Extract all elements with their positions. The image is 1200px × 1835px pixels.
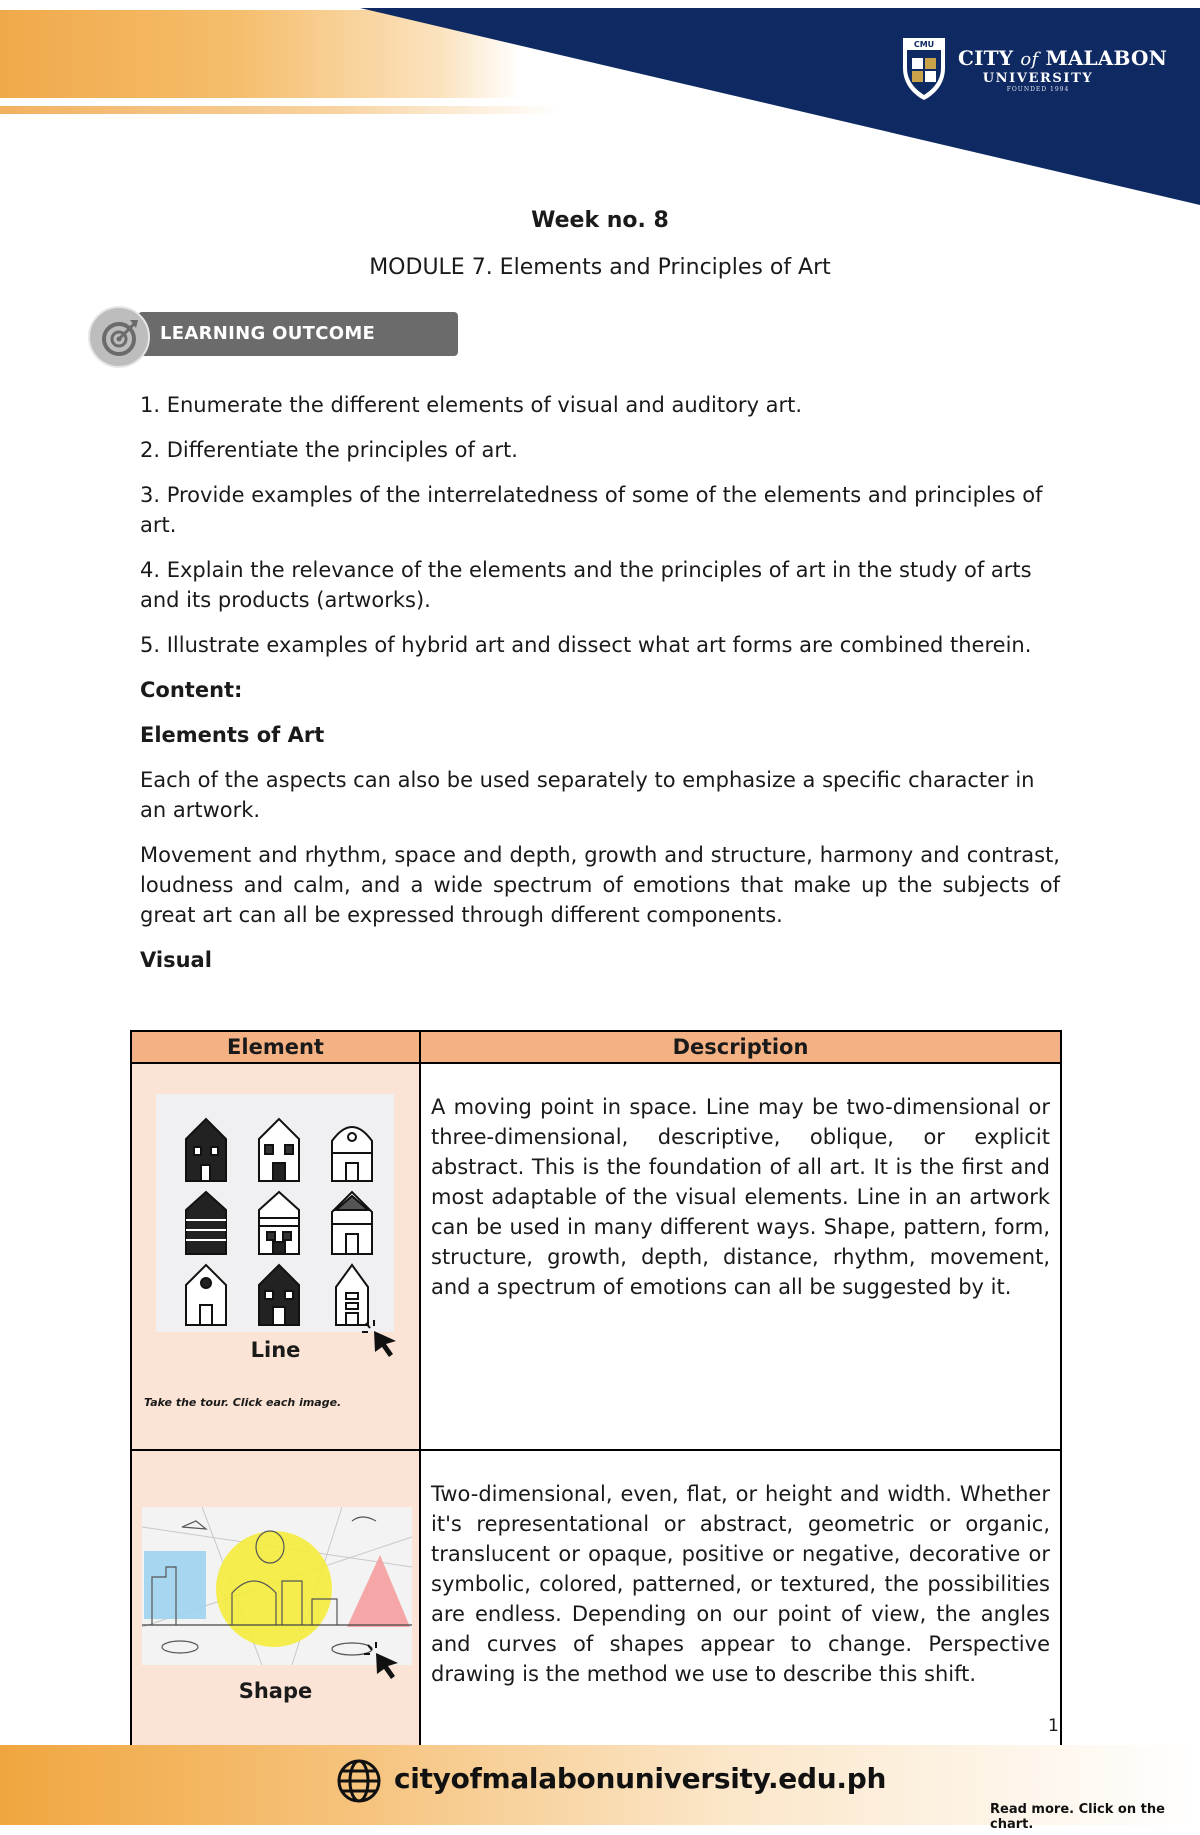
globe-icon [336, 1758, 382, 1804]
header-description: Description [420, 1031, 1061, 1063]
week-title: Week no. 8 [531, 208, 669, 233]
logo-founded: FOUNDED 1994 [1006, 86, 1070, 93]
content-heading: Content: [140, 678, 243, 702]
read-more-note[interactable]: Read more. Click on the chart. [990, 1802, 1165, 1832]
logo-subtitle: UNIVERSITY [982, 71, 1094, 86]
outcome-item: 3. Provide examples of the interrelatedness of some of the elements and principles of art. [140, 483, 1043, 537]
outcome-item: 5. Illustrate examples of hybrid art and dissect what art forms are combined therein. [140, 633, 1032, 657]
target-icon [90, 308, 148, 366]
elements-paragraph-1: Each of the aspects can also be used separately to emphasize a specific character in an artwork. [140, 768, 1035, 822]
svg-text:CMU: CMU [913, 40, 935, 49]
element-label-shape: Shape [238, 1679, 313, 1703]
element-cell-shape [131, 1450, 420, 1764]
page-number: 1 [1048, 1716, 1059, 1736]
university-logo[interactable] [900, 34, 1168, 104]
logo-title: CITY of MALABON [958, 46, 1168, 70]
visual-heading: Visual [140, 948, 212, 972]
click-cursor-icon [362, 1641, 402, 1681]
learning-outcome-label: LEARNING OUTCOME [138, 312, 458, 356]
element-cell-line [131, 1063, 420, 1450]
description-shape: Two-dimensional, even, flat, or height and width. Whether it's representational or abstract, geometric or organic, translucent or opaque, positive or negative, decorative or symbolic, colored, patterned, or textured, the possibilities are endless. Depending on our point of view, the angles and curves of shapes appear to change. Perspective drawing is the method we use to describe this shift. [420, 1450, 1061, 1764]
module-content [140, 390, 1060, 990]
table-row [131, 1450, 1061, 1764]
module-title: MODULE 7. Elements and Principles of Art [369, 255, 831, 280]
line-houses-image[interactable] [156, 1094, 394, 1332]
outcome-item: 2. Differentiate the principles of art. [140, 438, 518, 462]
description-line: A moving point in space. Line may be two-dimensional or three-dimensional, descriptive, oblique, or explicit abstract. This is the foundation of all art. It is the first and most adaptable of the visual elements. Line in an artwork can be used in many different ways. Shape, pattern, form, structure, growth, depth, distance, rhythm, movement, and a spectrum of emotions can all be suggested by it. [420, 1063, 1061, 1450]
website-link[interactable]: cityofmalabonuniversity.edu.ph [394, 1762, 887, 1795]
elements-paragraph-2: Movement and rhythm, space and depth, growth and structure, harmony and contrast, loudness and calm, and a wide spectrum of emotions that make up the subjects of great art can all be expressed through different components. [140, 843, 1060, 927]
outcome-item: 1. Enumerate the different elements of visual and auditory art. [140, 393, 803, 417]
element-label-line: Line [250, 1338, 301, 1362]
take-tour-note: Take the tour. Click each image. [144, 1396, 342, 1409]
university-crest-icon [900, 34, 948, 102]
visual-elements-table [130, 1030, 1062, 1791]
header-element: Element [131, 1031, 420, 1063]
target-icon-badge [88, 306, 150, 368]
table-row [131, 1063, 1061, 1450]
outcome-item: 4. Explain the relevance of the elements and the principles of art in the study of arts and its products (artworks). [140, 558, 1032, 612]
houses-illustration [156, 1094, 394, 1332]
header-navy-band [0, 0, 1200, 210]
elements-heading: Elements of Art [140, 723, 325, 747]
